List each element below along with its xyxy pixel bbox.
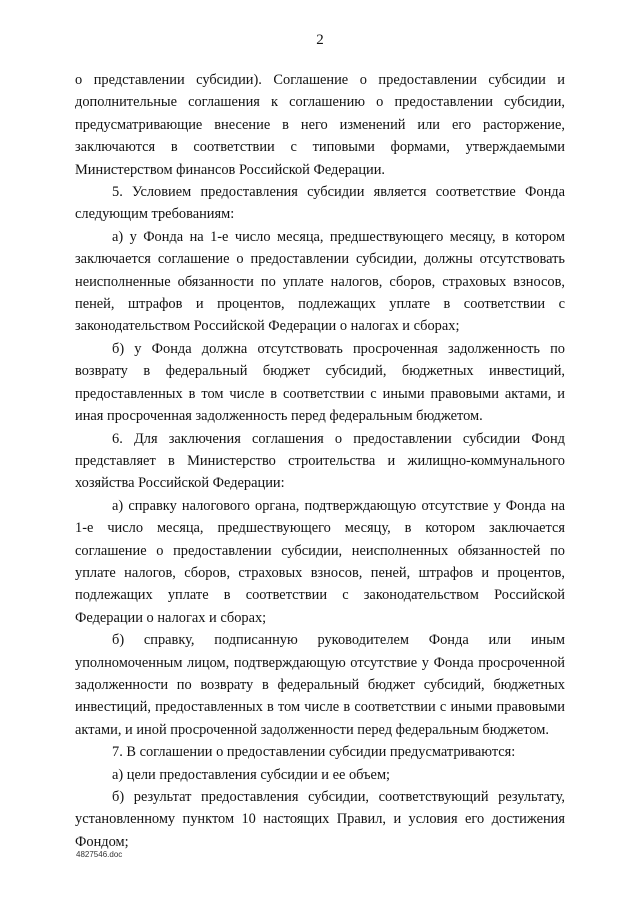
paragraph-item-5b: б) у Фонда должна отсутствовать просроченная задолженность по возврату в федеральный бюджет субсидий, бюджетных инвестиций, предоставленных в том числе в соответствии с иными правовыми актами, и иная просроченная задолженность перед федеральным бюджетом. [75,340,565,425]
paragraph-item-7b: б) результат предоставления субсидии, соответствующий результату, установленному пунктом 10 настоящих Правил, и условия его достижения Фондом; [75,789,565,850]
document-code: 4827546.doc [76,850,123,859]
document-body [75,69,565,853]
paragraph-item-6a: а) справку налогового органа, подтверждающую отсутствие у Фонда на 1-е число месяца, предшествующего месяцу, в котором заключается соглашение о предоставлении субсидии, неисполненных обязанностей по уплате налогов, сборов, страховых взносов, пеней, штрафов и процентов, подлежащих уплате в соответствии с законодательством Российской Федерации о налогах и сборах; [75,497,565,626]
paragraph-item-7a: а) цели предоставления субсидии и ее объем; [112,766,391,783]
paragraph-item-6: 6. Для заключения соглашения о предоставлении субсидии Фонд представляет в Министерство строительства и жилищно-коммунального хозяйства Российской Федерации: [75,430,565,492]
paragraph-item-5a: а) у Фонда на 1-е число месяца, предшествующего месяцу, в котором заключается соглашение о предоставлении субсидии, должны отсутствовать неисполненные обязанности по уплате налогов, сборов, страховых взносов, пеней, штрафов и процентов, подлежащих уплате в соответствии с законодательством Российской Федерации о налогах и сборах; [75,228,565,335]
paragraph-item-6b: б) справку, подписанную руководителем Фонда или иным уполномоченным лицом, подтверждающую отсутствие у Фонда просроченной задолженности по возврату в федеральный бюджет субсидий, бюджетных инвестиций, предоставленных в том числе в соответствии с иными правовыми актами, и иной просроченной задолженности перед федеральным бюджетом. [75,632,565,738]
paragraph-item-7: 7. В соглашении о предоставлении субсидии предусматриваются: [112,744,516,761]
page-number: 2 [316,32,324,48]
paragraph-continuation: о представлении субсидии). Соглашение о предоставлении субсидии и дополнительные соглашения к соглашению о предоставлении субсидии, предусматривающие внесение в него изменений или его расторжение, заключаются в соответствии с типовыми формами, утверждаемыми Министерством финансов Российской Федерации. [75,72,565,178]
paragraph-item-5: 5. Условием предоставления субсидии является соответствие Фонда следующим требованиям: [75,184,565,223]
